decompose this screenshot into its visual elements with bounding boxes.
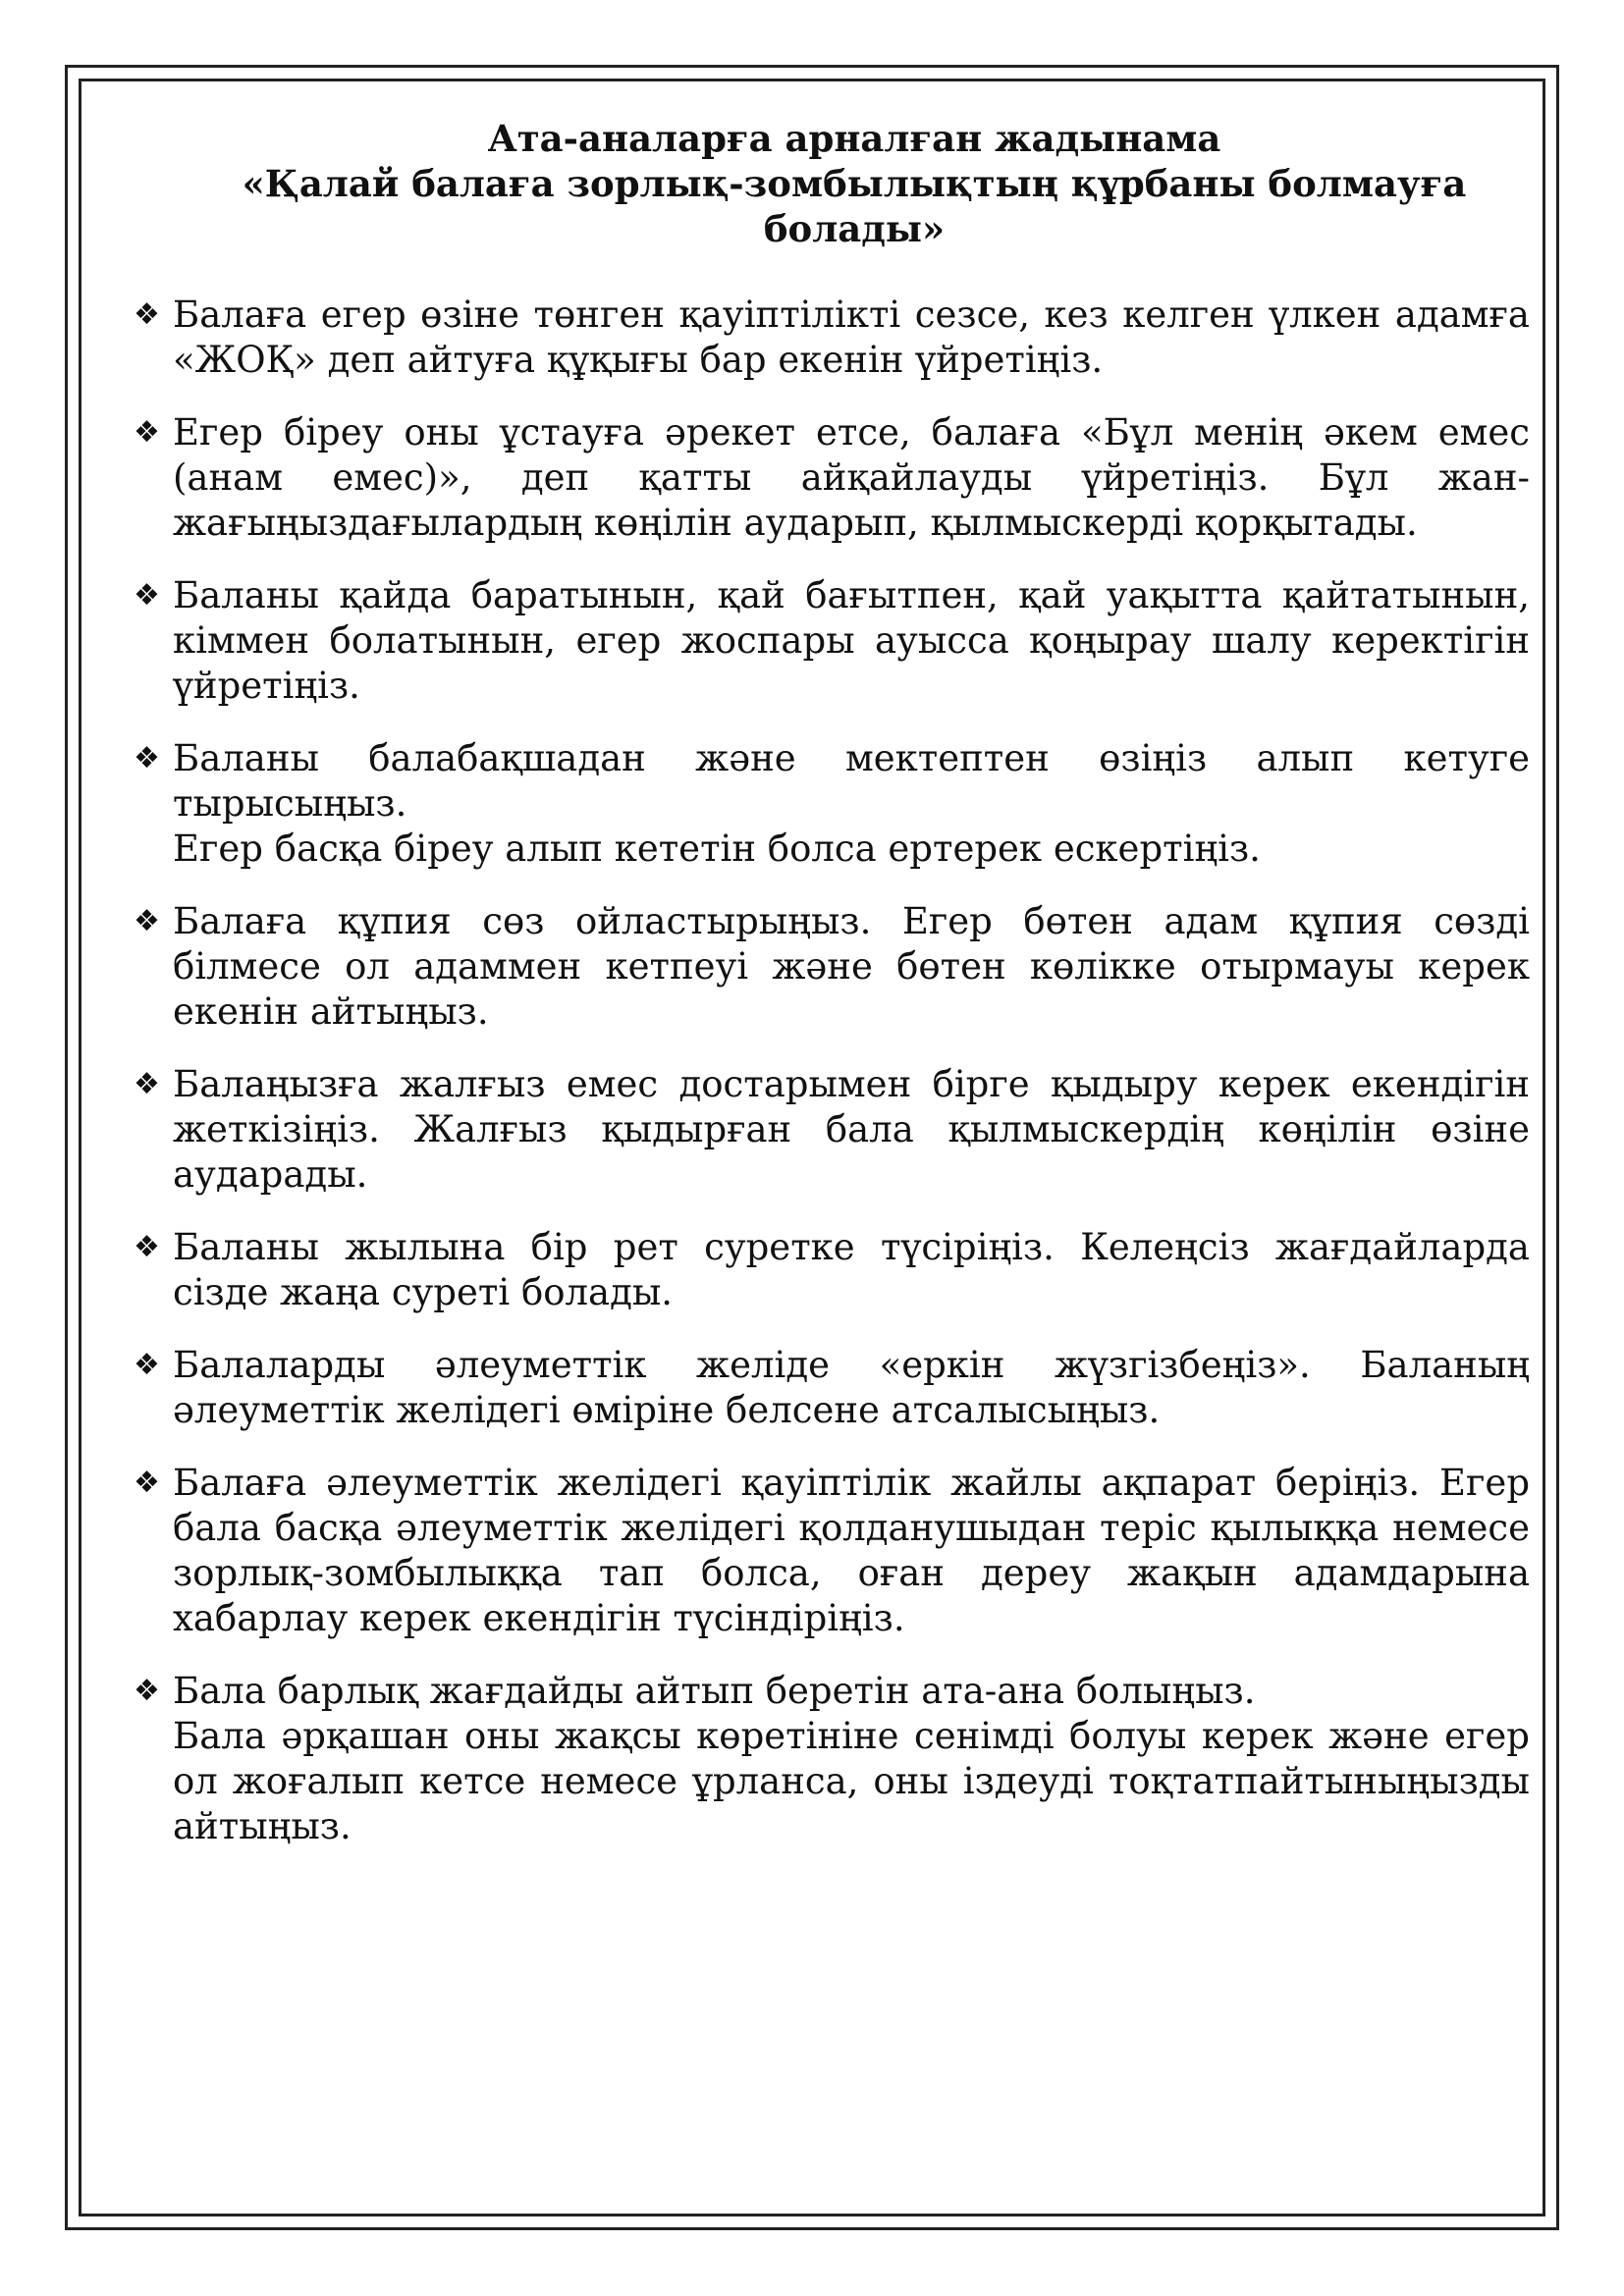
advice-text: Баланы балабақшадан және мектептен өзіңіз алып кетуге тырысыңыз. — [173, 737, 1530, 825]
diamond-bullet-icon: ❖ — [134, 1230, 160, 1264]
advice-text: Балаларды әлеуметтік желіде «еркін жүзгізбеңіз». Баланың әлеуметтік желідегі өміріне белсене атсалысыңыз. — [173, 1344, 1530, 1431]
advice-text: Бала барлық жағдайды айтып беретін ата-ана болыңыз. — [173, 1670, 1256, 1712]
memo-title — [177, 116, 1532, 251]
diamond-bullet-icon: ❖ — [134, 415, 160, 450]
title-line-2: «Қалай балаға зорлық-зомбылықтың құрбаны болмауға — [242, 162, 1467, 205]
advice-text: Балаға әлеуметтік желідегі қауіптілік жайлы ақпарат беріңіз. Егер бала басқа әлеуметтік желідегі қолданушыдан теріс қылыққа немесе зорлық-зомбылыққа тап болса, оған дереу жақын адамдарына хабарлау керек екендігін түсіндіріңіз. — [173, 1462, 1530, 1639]
advice-item-1 — [134, 293, 1530, 383]
diamond-bullet-icon: ❖ — [134, 741, 160, 775]
diamond-bullet-icon: ❖ — [134, 1466, 160, 1500]
advice-text: Егер біреу оны ұстауға әрекет етсе, балаға «Бұл менің әкем емес (анам емес)», деп қатты айқайлауды үйретіңіз. Бұл жан-жағыңыздағылардың көңілін аударып, қылмыскерді қорқытады. — [173, 411, 1530, 544]
advice-item-7 — [134, 1225, 1530, 1315]
advice-list — [134, 293, 1530, 1877]
advice-item-4 — [134, 736, 1530, 872]
advice-item-8 — [134, 1343, 1530, 1433]
advice-text: Балаға егер өзіне төнген қауіптілікті сезсе, кез келген үлкен адамға «ЖОҚ» деп айтуға құқығы бар екенін үйретіңіз. — [173, 294, 1530, 381]
diamond-bullet-icon: ❖ — [134, 578, 160, 613]
advice-text: Балаға құпия сөз ойластырыңыз. Егер бөтен адам құпия сөзді білмесе ол адаммен кетпеуі және бөтен көлікке отырмауы керек екенін айтыңыз. — [173, 900, 1530, 1033]
diamond-bullet-icon: ❖ — [134, 1674, 160, 1708]
diamond-bullet-icon: ❖ — [134, 1067, 160, 1101]
advice-text-continued: Бала әрқашан оны жақсы көретініне сенімді болуы керек және егер ол жоғалып кетсе немесе ұрланса, оны іздеуді тоқтатпайтыныңызды айтыңыз. — [173, 1715, 1530, 1847]
advice-text: Баланы жылына бір рет суретке түсіріңіз. Келеңсіз жағдайларда сізде жаңа суреті болады. — [173, 1226, 1530, 1313]
advice-text: Балаңызға жалғыз емес достарымен бірге қыдыру керек екендігін жеткізіңіз. Жалғыз қыдырған бала қылмыскердің көңілін өзіне аударады. — [173, 1063, 1530, 1196]
diamond-bullet-icon: ❖ — [134, 904, 160, 938]
title-line-3: болады» — [763, 207, 946, 250]
advice-text: Баланы қайда баратынын, қай бағытпен, қай уақытта қайтатынын, кіммен болатынын, егер жоспары ауысса қоңырау шалу керектігін үйретіңіз. — [173, 574, 1530, 707]
advice-item-2 — [134, 410, 1530, 546]
advice-item-6 — [134, 1062, 1530, 1198]
advice-text-continued: Егер басқа біреу алып кететін болса ертерек ескертіңіз. — [173, 828, 1261, 870]
diamond-bullet-icon: ❖ — [134, 1348, 160, 1382]
diamond-bullet-icon: ❖ — [134, 297, 160, 332]
advice-item-9 — [134, 1461, 1530, 1641]
advice-item-3 — [134, 573, 1530, 709]
advice-item-5 — [134, 899, 1530, 1035]
advice-item-10 — [134, 1669, 1530, 1849]
title-line-1: Ата-аналарға арналған жадынама — [487, 117, 1221, 160]
